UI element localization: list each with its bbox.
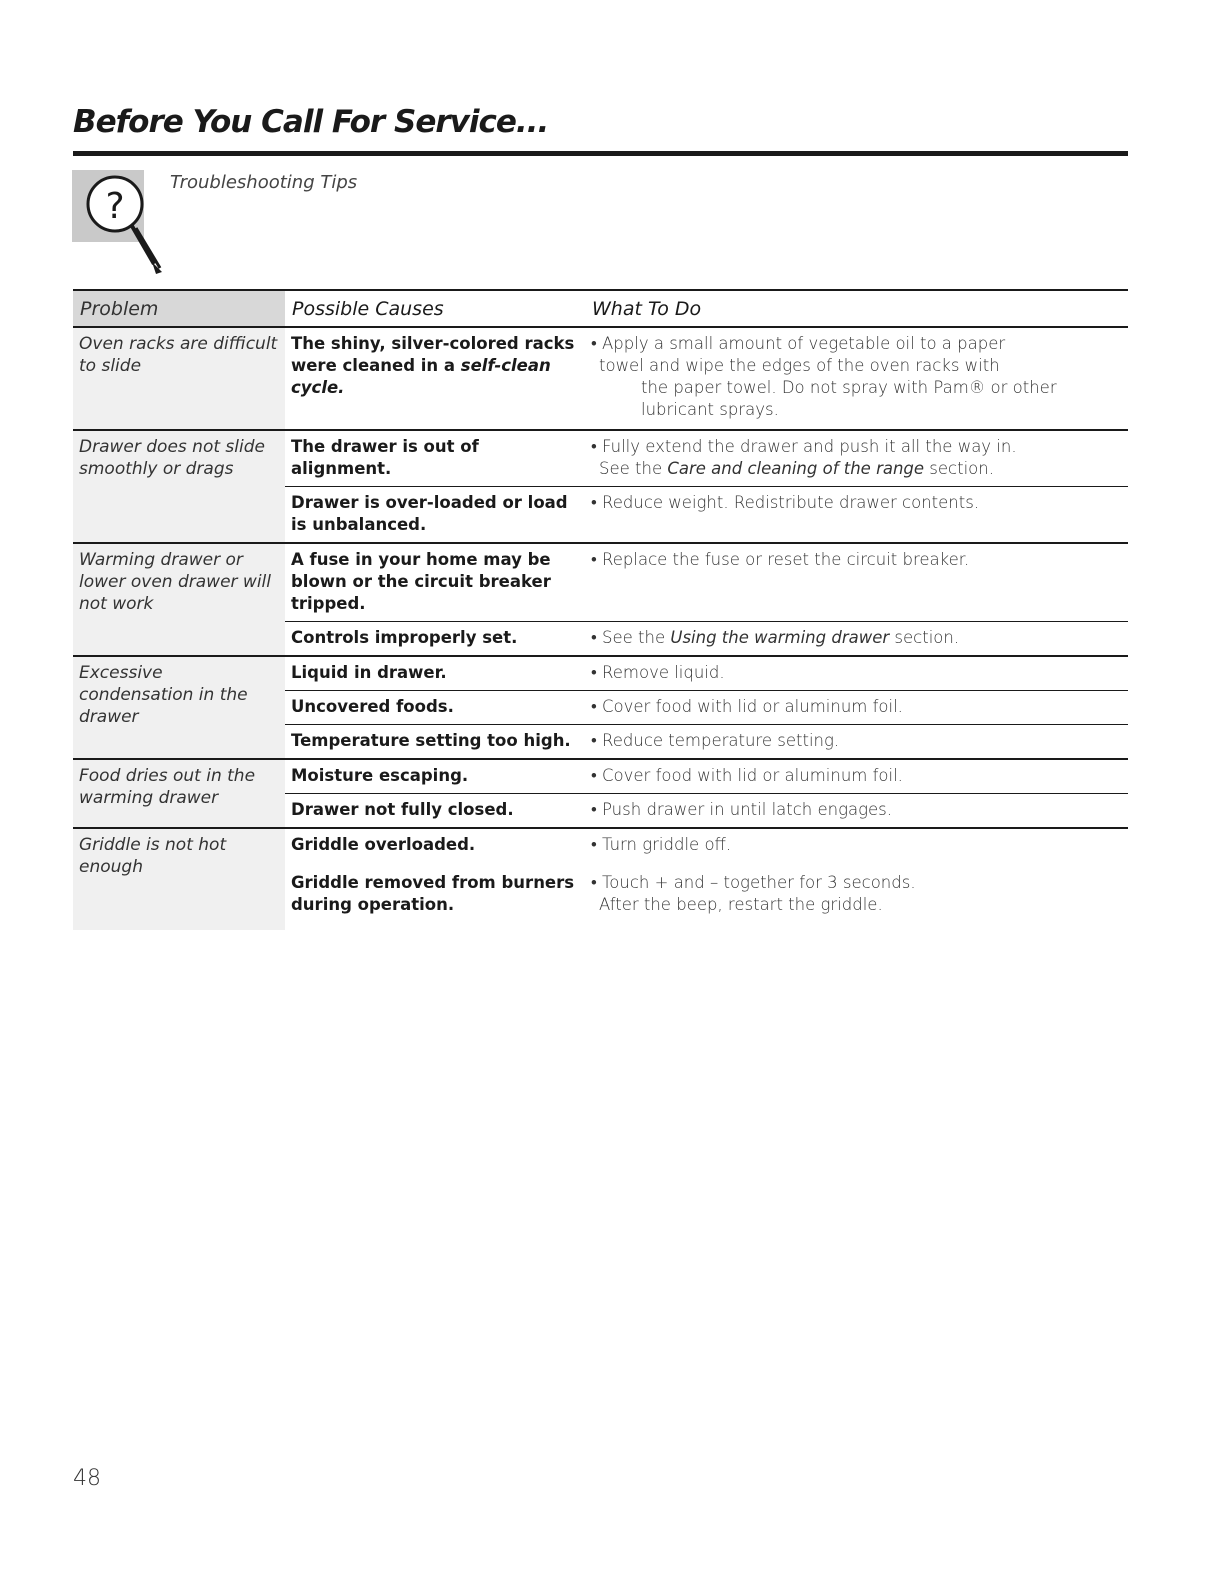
todo-cell — [585, 867, 1128, 930]
problem-cell: Drawer does not slide smoothly or drags — [73, 430, 285, 543]
problem-cell: Oven racks are difficult to slide — [73, 327, 285, 430]
cause-cell: Liquid in drawer. — [285, 656, 585, 691]
table-row — [73, 430, 1128, 487]
cause-cell: Moisture escaping. — [285, 759, 585, 794]
section-subtitle: Troubleshooting Tips — [170, 172, 358, 193]
column-header-possible-causes: Possible Causes — [285, 290, 585, 327]
todo-cell: • Cover food with lid or aluminum foil. — [585, 691, 1128, 725]
page-title: Before You Call For Service... — [73, 104, 549, 140]
problem-cell: Griddle is not hot enough — [73, 828, 285, 930]
cause-cell: Drawer not fully closed. — [285, 794, 585, 829]
todo-cell: • See the Using the warming drawer section. — [585, 622, 1128, 657]
cause-cell — [285, 327, 585, 430]
table-row — [73, 759, 1128, 794]
column-header-problem: Problem — [73, 290, 285, 327]
table-header-row — [73, 290, 1128, 327]
table-row — [73, 543, 1128, 622]
table-row — [73, 656, 1128, 691]
column-header-what-to-do: What To Do — [585, 290, 1128, 327]
todo-line: the paper towel. Do not spray with Pam® or other — [641, 378, 1057, 397]
troubleshooting-table — [73, 289, 1128, 930]
title-rule — [73, 151, 1128, 156]
todo-cell — [585, 430, 1128, 487]
todo-cell: • Reduce weight. Redistribute drawer contents. — [585, 487, 1128, 544]
cause-cell: Griddle overloaded. — [285, 828, 585, 867]
todo-cell: • Turn griddle off. — [585, 828, 1128, 867]
todo-cell: • Remove liquid. — [585, 656, 1128, 691]
cause-text: The shiny, silver-colored racks were cleaned in a — [291, 334, 575, 375]
table-row — [73, 327, 1128, 430]
cause-cell: The drawer is out of alignment. — [285, 430, 585, 487]
section-reference: Care and cleaning of the range — [667, 459, 925, 478]
cause-text-italic: self-clean cycle. — [291, 356, 551, 397]
cause-cell: Temperature setting too high. — [285, 725, 585, 760]
todo-cell: • Replace the fuse or reset the circuit breaker. — [585, 543, 1128, 622]
todo-line: After the beep, restart the griddle. — [599, 894, 883, 914]
todo-line: lubricant sprays. — [641, 400, 779, 419]
todo-cell: • Cover food with lid or aluminum foil. — [585, 759, 1128, 794]
cause-cell: Griddle removed from burners during operation. — [291, 872, 575, 914]
page-number: 48 — [73, 1466, 101, 1491]
problem-cell: Warming drawer or lower oven drawer will not work — [73, 543, 285, 656]
cause-cell: Drawer is over-loaded or load is unbalanced. — [285, 487, 585, 544]
todo-line: towel and wipe the edges of the oven racks with — [599, 356, 1000, 375]
todo-line: • Touch + and – together for 3 seconds. — [591, 872, 916, 892]
todo-line: • Fully extend the drawer and push it all the way in. — [591, 437, 1017, 456]
table-row — [73, 828, 1128, 867]
todo-cell — [585, 327, 1128, 430]
problem-cell: Food dries out in the warming drawer — [73, 759, 285, 828]
section-reference: Using the warming drawer — [670, 628, 890, 647]
cause-cell: A fuse in your home may be blown or the circuit breaker tripped. — [285, 543, 585, 622]
todo-line: See the Care and cleaning of the range section. — [599, 459, 994, 478]
todo-cell: • Push drawer in until latch engages. — [585, 794, 1128, 829]
todo-line: • Apply a small amount of vegetable oil to a paper — [591, 334, 1006, 353]
cause-cell: Uncovered foods. — [285, 691, 585, 725]
problem-cell: Excessive condensation in the drawer — [73, 656, 285, 759]
question-magnifier-icon — [72, 168, 177, 278]
cause-cell: Controls improperly set. — [285, 622, 585, 657]
svg-text:?: ? — [105, 186, 125, 227]
todo-cell: • Reduce temperature setting. — [585, 725, 1128, 760]
